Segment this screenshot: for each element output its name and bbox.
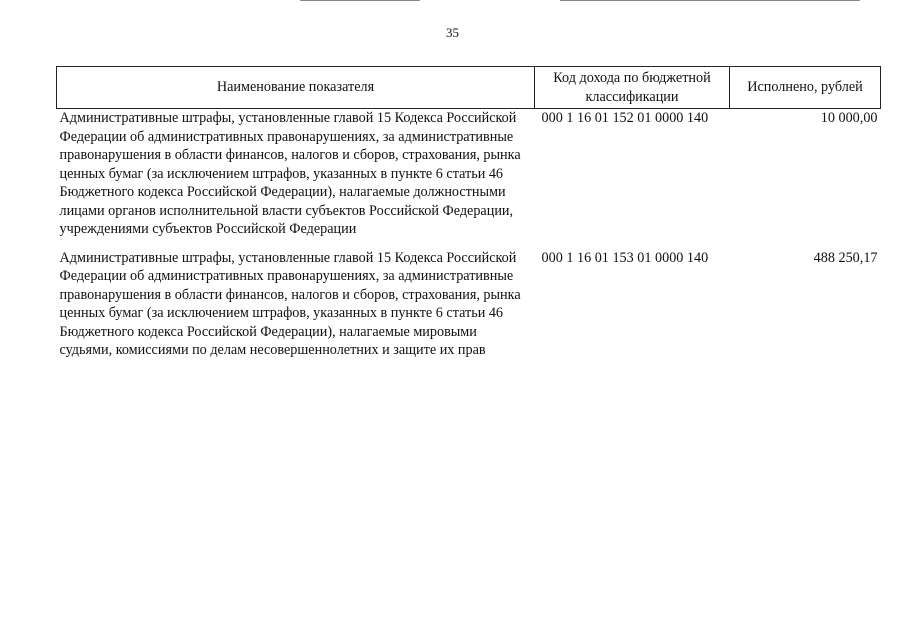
header-executed-amount: Исполнено, рублей xyxy=(730,67,881,109)
table-header-row xyxy=(57,67,881,109)
header-indicator-name: Наименование показателя xyxy=(57,67,535,109)
row-executed-amount: 10 000,00 xyxy=(820,110,878,126)
table-row xyxy=(57,109,881,239)
row-income-code: 000 1 16 01 153 01 0000 140 xyxy=(541,249,709,266)
row-indicator-name: Административные штрафы, установленные главой 15 Кодекса Российской Федерации об административных правонарушениях, за административные правонарушения в области финансов, налогов и сборов, страхования, рынка ценных бумаг (за исключением штрафов, указанных в пункте 6 статьи 46 Бюджетного кодекса Российской Федерации), налагаемые мировыми судьями, комиссиями по делам несовершеннолетних и защите их прав xyxy=(59,249,521,358)
row-income-code: 000 1 16 01 152 01 0000 140 xyxy=(541,110,709,126)
row-executed-amount: 488 250,17 xyxy=(813,249,878,266)
scan-edge-line xyxy=(300,0,420,1)
scan-edge-line xyxy=(560,0,860,1)
row-indicator-name: Административные штрафы, установленные главой 15 Кодекса Российской Федерации об административных правонарушениях, за административные правонарушения в области финансов, налогов и сборов, страхования, рынка ценных бумаг (за исключением штрафов, указанных в пункте 6 статьи 46 Бюджетного кодекса Российской Федерации), налагаемые должностными лицами органов исполнительной власти субъектов Российской Федерации, учреждениями субъектов Российской Федерации xyxy=(59,110,521,237)
row-spacer xyxy=(57,239,881,249)
page-number: 35 xyxy=(446,25,459,40)
revenue-table xyxy=(56,66,881,360)
header-income-code: Код дохода по бюджетной классификации xyxy=(535,67,730,109)
table-row xyxy=(57,249,881,360)
